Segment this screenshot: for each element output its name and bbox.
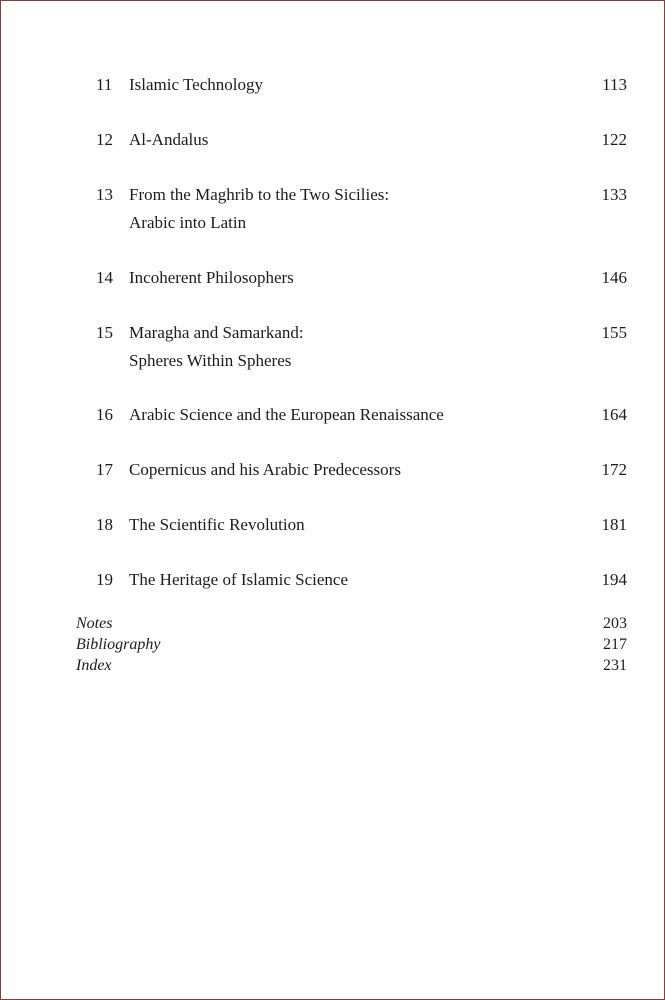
chapter-title-line: Maragha and Samarkand:	[129, 323, 304, 342]
chapter-title-line: Arabic into Latin	[129, 213, 247, 232]
chapter-number: 16	[96, 405, 113, 424]
page-number: 172	[601, 460, 627, 479]
page-number: 155	[601, 323, 627, 342]
chapter-title-line: The Scientific Revolution	[129, 515, 305, 534]
chapter-title	[129, 511, 549, 539]
chapter-title-line: The Heritage of Islamic Science	[129, 570, 349, 589]
chapter-title	[129, 126, 549, 154]
chapter-title	[129, 566, 549, 594]
back-matter-label: Index	[76, 657, 112, 674]
page-number: 194	[601, 570, 627, 589]
page-number: 203	[603, 615, 627, 632]
chapter-title	[129, 71, 549, 99]
page-number: 113	[602, 75, 627, 94]
back-matter-label: Notes	[76, 615, 113, 632]
chapter-title	[129, 401, 549, 429]
chapter-title-line: Incoherent Philosophers	[129, 268, 294, 287]
chapter-title	[129, 181, 549, 237]
chapter-number: 11	[96, 75, 113, 94]
chapter-number: 13	[96, 185, 113, 204]
chapter-title	[129, 319, 549, 375]
chapter-title	[129, 264, 549, 292]
chapter-title	[129, 456, 549, 484]
chapter-title-line: Al-Andalus	[129, 130, 209, 149]
chapter-title-line: Spheres Within Spheres	[129, 351, 292, 370]
chapter-number: 19	[96, 570, 113, 589]
chapter-title-line: Copernicus and his Arabic Predecessors	[129, 460, 401, 479]
chapter-number: 17	[96, 460, 113, 479]
page-number: 146	[601, 268, 627, 287]
back-matter-label: Bibliography	[76, 636, 161, 653]
chapter-title-line: Islamic Technology	[129, 75, 263, 94]
page-number: 217	[603, 636, 627, 653]
chapter-number: 18	[96, 515, 113, 534]
page-number: 181	[601, 515, 627, 534]
page-number: 164	[601, 405, 627, 424]
page-number: 231	[603, 657, 627, 674]
chapter-title-line: From the Maghrib to the Two Sicilies:	[129, 185, 390, 204]
chapter-number: 14	[96, 268, 113, 287]
chapter-number: 12	[96, 130, 113, 149]
chapter-title-line: Arabic Science and the European Renaissance	[129, 405, 444, 424]
page-number: 133	[601, 185, 627, 204]
page-number: 122	[601, 130, 627, 149]
chapter-number: 15	[96, 323, 113, 342]
